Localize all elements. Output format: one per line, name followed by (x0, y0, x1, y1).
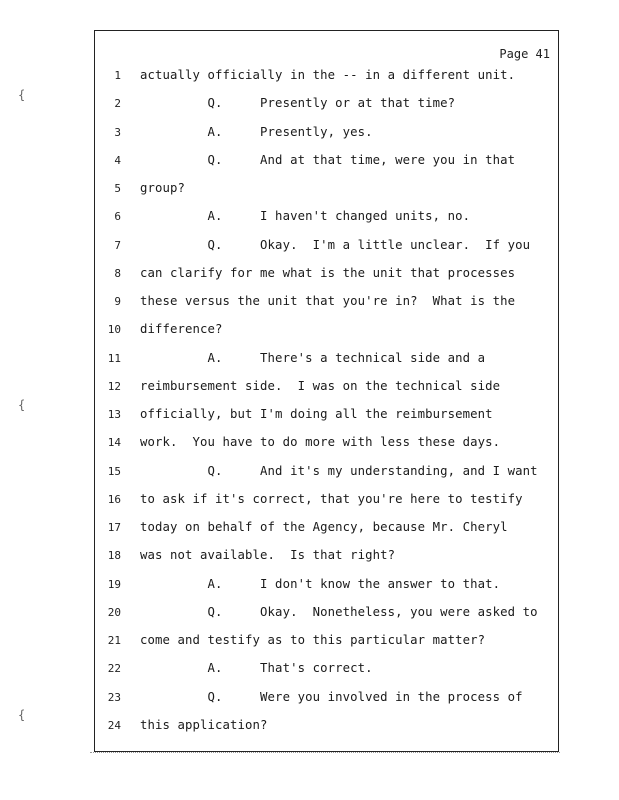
transcript-line-text: can clarify for me what is the unit that processes (140, 265, 516, 280)
transcript-line-text: actually officially in the -- in a different unit. (140, 68, 516, 82)
transcript-line-text: reimbursement side. I was on the technical side (140, 378, 501, 393)
line-number: 5 (114, 182, 121, 195)
line-number: 22 (107, 662, 121, 676)
transcript-line-text: Q. Okay. I'm a little unclear. If you (140, 237, 531, 252)
transcript-page (94, 30, 559, 752)
transcript-line-text: Q. And it's my understanding, and I want (140, 463, 538, 478)
transcript-line-text: A. I haven't changed units, no. (140, 209, 471, 224)
line-number: 8 (114, 266, 121, 280)
line-number: 9 (114, 295, 121, 308)
line-number: 13 (107, 408, 121, 421)
transcript-line-text: these versus the unit that you're in? What is the (140, 294, 516, 308)
transcript-line-text: group? (140, 181, 186, 195)
line-number: 18 (107, 549, 121, 563)
line-number: 19 (107, 577, 121, 591)
transcript-line-text: today on behalf of the Agency, because Mr. Cheryl (140, 520, 508, 534)
line-number: 1 (114, 69, 121, 82)
line-number: 4 (114, 153, 121, 167)
transcript-line-text: Q. Okay. Nonetheless, you were asked to (140, 604, 538, 619)
margin-bracket-mark: { (18, 708, 26, 722)
line-number: 11 (107, 351, 121, 365)
line-number: 7 (114, 238, 121, 252)
line-number: 6 (114, 210, 121, 224)
line-number: 10 (107, 323, 121, 337)
line-number: 24 (107, 718, 121, 732)
transcript-line-text: this application? (140, 717, 268, 732)
transcript-line-text: Q. Presently or at that time? (140, 96, 456, 111)
transcript-line-text: A. Presently, yes. (140, 124, 373, 139)
transcript-line-text: Q. Were you involved in the process of (140, 689, 523, 704)
line-number: 14 (107, 436, 121, 450)
transcript-line-text: officially, but I'm doing all the reimbursement (140, 407, 493, 421)
line-number: 12 (107, 379, 121, 393)
line-number: 3 (114, 125, 121, 139)
margin-bracket-mark: { (18, 398, 26, 412)
line-number: 15 (107, 464, 121, 478)
transcript-line-text: A. That's correct. (140, 661, 373, 676)
transcript-line-text: Q. And at that time, were you in that (140, 152, 516, 167)
transcript-line-text: come and testify as to this particular matter? (140, 633, 486, 647)
margin-bracket-mark: { (18, 88, 26, 102)
transcript-line-text: difference? (140, 322, 223, 337)
line-number: 16 (107, 492, 121, 506)
transcript-line-text: A. There's a technical side and a (140, 350, 486, 365)
transcript-line-text: was not available. Is that right? (140, 548, 396, 563)
transcript-line-text: to ask if it's correct, that you're here to testify (140, 491, 523, 506)
line-number: 2 (114, 97, 121, 111)
line-number: 23 (107, 690, 121, 704)
transcript-line-text: A. I don't know the answer to that. (140, 576, 501, 591)
line-number: 21 (107, 634, 121, 647)
transcript-line-text: work. You have to do more with less these days. (140, 435, 501, 450)
line-number: 17 (107, 521, 121, 534)
page-number: Page 41 (499, 47, 550, 61)
scan-edge-line (90, 752, 560, 755)
line-number: 20 (107, 605, 121, 619)
